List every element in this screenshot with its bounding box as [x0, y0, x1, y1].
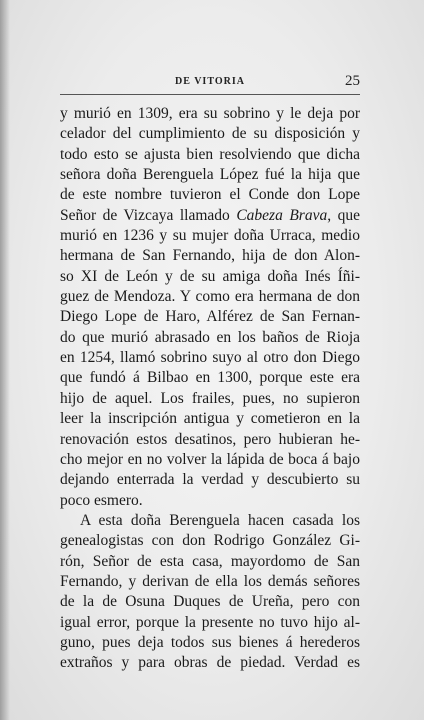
text-line: celador del cumplimiento de su disposición y	[60, 125, 360, 143]
text-line: cho mejor en no volver la lápida de boca á bajo	[60, 450, 360, 468]
text-line: do que murió abrasado en los baños de Rioja	[60, 328, 360, 346]
text-line: so XI de León y de su amiga doña Inés Íñi-	[60, 267, 360, 285]
text-line: guno, pues deja todos sus bienes á herederos	[60, 633, 360, 651]
page-gutter-shadow	[0, 0, 10, 720]
text-line: que fundó á Bilbao en 1300, porque este era	[60, 369, 360, 387]
text-line: y murió en 1309, era su sobrino y le deja por	[60, 105, 360, 122]
running-head: DE VITORIA	[175, 76, 245, 87]
text-line: extraños y para obras de piedad. Verdad es	[60, 654, 360, 672]
text-line: genealogistas con don Rodrigo González Gi-	[60, 532, 360, 550]
text-line: poco esmero.	[60, 491, 143, 509]
text-line: dejando enterrada la verdad y descubierto su	[60, 471, 360, 489]
text-line: renovación estos desatinos, pero hubieran he-	[60, 430, 360, 448]
text-line: de la de Osuna Duques de Ureña, pero con	[60, 593, 360, 611]
text-line: murió en 1236 y su mujer doña Urraca, medio	[60, 227, 360, 245]
page-number: 25	[345, 73, 360, 89]
italic-title: Cabeza Brava	[236, 206, 328, 224]
text-line: igual error, porque la presente no tuvo hijo al-	[60, 613, 360, 631]
text-line: leer la inscripción antigua y cometieron en la	[60, 410, 360, 428]
text-line: rón, Señor de esta casa, mayordomo de San	[60, 552, 360, 570]
text-line: hermana de San Fernando, hija de don Alon-	[60, 247, 360, 265]
text-line: de este nombre tuvieron el Conde don Lope	[60, 186, 360, 204]
text-line: en 1254, llamó sobrino suyo al otro don Diego	[60, 349, 360, 367]
body-text	[60, 104, 360, 674]
text-line	[60, 206, 360, 226]
text-line: Diego Lope de Haro, Alférez de San Fernan-	[60, 308, 360, 326]
text-line: Fernando, y derivan de ella los demás señores	[60, 572, 360, 590]
header-rule	[60, 94, 360, 95]
page-header	[60, 73, 360, 93]
text-line: hijo de aquel. Los frailes, pues, no supieron	[60, 389, 360, 407]
text-line: todo esto se ajusta bien resolviendo que dicha	[60, 145, 360, 163]
text-line: guez de Mendoza. Y como era hermana de don	[60, 288, 360, 306]
text-segment: , que	[327, 206, 360, 224]
text-line: señora doña Berenguela López fué la hija que	[60, 166, 360, 184]
text-segment: Señor de Vizcaya llamado	[60, 206, 237, 224]
text-line: A esta doña Berenguela hacen casada los	[80, 511, 360, 529]
